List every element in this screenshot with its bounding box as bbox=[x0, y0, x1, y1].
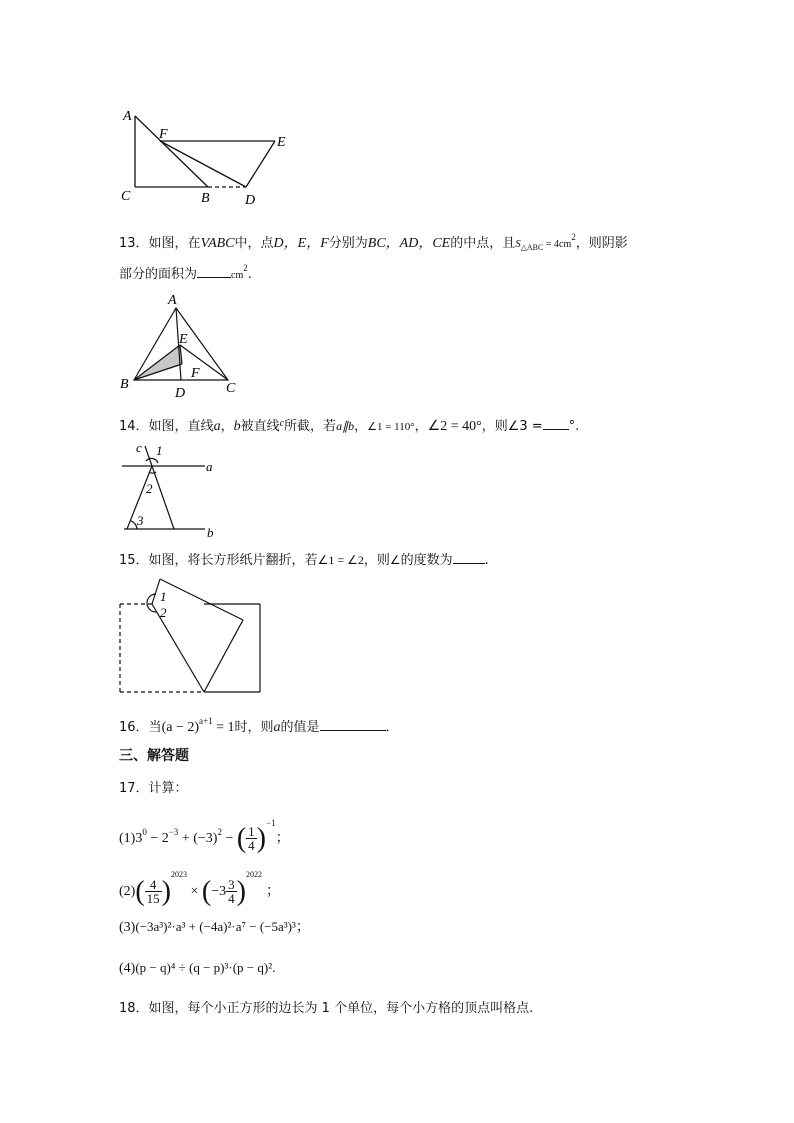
label-C: C bbox=[121, 189, 131, 204]
question-number: 17． bbox=[119, 781, 149, 796]
q13-line2-text: 部分的面积为 bbox=[119, 267, 198, 282]
q13-area-sub: △ABC bbox=[520, 243, 544, 252]
answer-blank-14[interactable] bbox=[543, 417, 569, 430]
part-label: (2) bbox=[119, 884, 136, 899]
q15-text-b: ，则 bbox=[363, 553, 390, 568]
label-C: C bbox=[226, 381, 236, 396]
q14-end: °. bbox=[568, 419, 580, 434]
q15-condition: ∠1 = ∠2 bbox=[317, 553, 364, 567]
q14-comma: ， bbox=[354, 419, 368, 434]
q17-1-term: 3 bbox=[135, 831, 143, 846]
question-number: 16． bbox=[119, 720, 149, 735]
q16-equals: = 1 bbox=[212, 720, 235, 735]
label-a: a bbox=[206, 459, 213, 474]
q14-line-a: a bbox=[213, 419, 221, 434]
q17-part-1 bbox=[119, 808, 290, 854]
denominator: 4 bbox=[248, 838, 255, 854]
q13-points: D，E，F bbox=[273, 236, 329, 251]
label-A: A bbox=[168, 293, 177, 308]
q18-text: 如图，每个小正方形的边长为 1 个单位，每个小方格的顶点叫格点. bbox=[148, 1001, 534, 1016]
q13-area-exp: 2 bbox=[571, 232, 576, 242]
q16-text-b: 时，则 bbox=[234, 720, 274, 735]
paren: ) bbox=[161, 875, 171, 907]
q17-1-term: − bbox=[221, 831, 237, 846]
q14-angle-1: ∠1 = 110° bbox=[367, 421, 415, 433]
part-label: (1) bbox=[119, 831, 136, 846]
q13-unit: cm bbox=[231, 270, 244, 281]
label-B: B bbox=[120, 377, 129, 392]
label-D: D bbox=[245, 193, 256, 208]
paren: ( bbox=[135, 875, 145, 907]
q17-3-end: ； bbox=[295, 920, 310, 935]
answer-blank-13[interactable] bbox=[197, 265, 231, 278]
q14-text-d: ，则∠3 = bbox=[481, 419, 543, 434]
q17-3-expression: (−3a³)²·a³ + (−4a)²·a⁷ − (−5a³)³ bbox=[135, 919, 296, 934]
q16-variable: a bbox=[273, 720, 281, 735]
q13-text-b: 中，点 bbox=[234, 236, 274, 251]
q14-line-b: b bbox=[233, 419, 241, 434]
q14-text-a: 如图，直线 bbox=[148, 419, 214, 434]
paren: ( bbox=[236, 822, 247, 854]
q17-2-whole: −3 bbox=[211, 884, 227, 899]
q17-4-expression: (p − q)⁴ ÷ (q − p)³·(p − q)² bbox=[135, 960, 273, 975]
label-c: c bbox=[136, 441, 142, 455]
figure-q15 bbox=[112, 572, 268, 698]
q14-text-c: 所截，若 bbox=[284, 419, 337, 434]
q16-base: (a − 2) bbox=[161, 720, 199, 735]
question-13-line2 bbox=[119, 259, 252, 285]
numerator: 3 bbox=[228, 877, 235, 893]
q13-text-a: 如图，在 bbox=[148, 236, 201, 251]
q16-text-a: 当 bbox=[148, 720, 162, 735]
q15-text-c: 的度数为 bbox=[400, 553, 453, 568]
label-E: E bbox=[179, 332, 188, 347]
q17-part-2 bbox=[119, 857, 280, 910]
question-15-line bbox=[119, 551, 489, 570]
label-F: F bbox=[191, 366, 200, 381]
label-E: E bbox=[277, 135, 286, 150]
q17-title: 计算： bbox=[148, 781, 188, 796]
q17-4-end: . bbox=[272, 961, 276, 976]
q15-end: . bbox=[484, 553, 489, 568]
part-label: (4) bbox=[119, 961, 136, 976]
q17-part-3 bbox=[119, 918, 310, 937]
figure-q12 bbox=[115, 104, 295, 210]
label-b: b bbox=[207, 525, 214, 540]
q13-triangle: VABC bbox=[200, 236, 235, 251]
q13-unit-exp: 2 bbox=[243, 263, 248, 273]
question-13-line1 bbox=[119, 228, 628, 257]
question-16-line bbox=[119, 712, 399, 737]
fraction bbox=[226, 878, 237, 905]
q16-exponent: a+1 bbox=[199, 716, 213, 726]
question-number: 13． bbox=[119, 236, 149, 251]
figure-q14 bbox=[112, 441, 222, 541]
q17-1-exp: 0 bbox=[142, 827, 147, 837]
q17-1-end: ； bbox=[275, 831, 290, 846]
q17-2-times: × bbox=[186, 884, 202, 899]
q13-segments: BC，AD，CE bbox=[367, 236, 451, 251]
question-number: 18． bbox=[119, 1001, 149, 1016]
paren: ) bbox=[256, 822, 266, 854]
q17-1-term: + (−3) bbox=[178, 831, 218, 846]
q15-angle: ∠ bbox=[389, 553, 401, 567]
denominator: 4 bbox=[228, 891, 235, 907]
answer-blank-15[interactable] bbox=[453, 551, 485, 564]
label-angle-2: 2 bbox=[160, 605, 167, 620]
q13-end: . bbox=[247, 267, 252, 282]
q13-area-value: = 4cm bbox=[543, 239, 572, 250]
q17-1-exp: −3 bbox=[168, 827, 179, 837]
q17-2-end: ； bbox=[265, 884, 280, 899]
fraction bbox=[246, 825, 257, 852]
q13-area-symbol: S bbox=[515, 238, 521, 250]
label-angle-2: 2 bbox=[146, 481, 153, 496]
label-angle-1: 1 bbox=[156, 443, 163, 458]
question-14-line bbox=[119, 415, 579, 436]
paren: ( bbox=[201, 875, 212, 907]
section-heading: 三、解答题 bbox=[119, 748, 189, 764]
q17-1-exp: −1 bbox=[266, 818, 276, 828]
question-18-line bbox=[119, 1000, 533, 1018]
q14-comma: ， bbox=[414, 419, 428, 434]
fraction bbox=[145, 878, 162, 905]
label-B: B bbox=[201, 191, 210, 206]
paren: ) bbox=[236, 875, 246, 907]
numerator: 4 bbox=[145, 878, 162, 892]
q17-2-exp: 2022 bbox=[245, 870, 262, 879]
q17-2-exp: 2023 bbox=[170, 870, 187, 879]
q14-text-b: 被直线 bbox=[240, 419, 280, 434]
label-D: D bbox=[175, 386, 186, 400]
q13-text-d: 的中点，且 bbox=[450, 236, 516, 251]
q16-text-c: 的值是 bbox=[280, 720, 320, 735]
q17-part-4 bbox=[119, 959, 276, 978]
q16-end: ． bbox=[385, 720, 399, 735]
q14-parallel: a∥b bbox=[336, 419, 355, 433]
question-17-title bbox=[119, 780, 188, 798]
label-A: A bbox=[123, 109, 132, 124]
q14-comma: ， bbox=[220, 419, 234, 434]
figure-q13 bbox=[115, 288, 245, 400]
question-number: 14． bbox=[119, 419, 149, 434]
q13-text-c: 分别为 bbox=[328, 236, 368, 251]
denominator: 15 bbox=[146, 891, 160, 907]
q14-angle-2: ∠2 = 40° bbox=[427, 419, 482, 434]
q17-1-exp: 2 bbox=[217, 827, 222, 837]
answer-blank-16[interactable] bbox=[320, 718, 386, 731]
numerator: 1 bbox=[248, 824, 255, 840]
label-angle-3: 3 bbox=[137, 513, 144, 528]
q17-1-term: − 2 bbox=[146, 831, 169, 846]
q15-text-a: 如图，将长方形纸片翻折，若 bbox=[148, 553, 318, 568]
q13-text-e: ，则阴影 bbox=[575, 236, 628, 251]
q14-line-c: c bbox=[279, 418, 285, 429]
label-F: F bbox=[159, 127, 168, 142]
label-angle-1: 1 bbox=[160, 589, 167, 604]
question-number: 15． bbox=[119, 553, 149, 568]
part-label: (3) bbox=[119, 920, 136, 935]
